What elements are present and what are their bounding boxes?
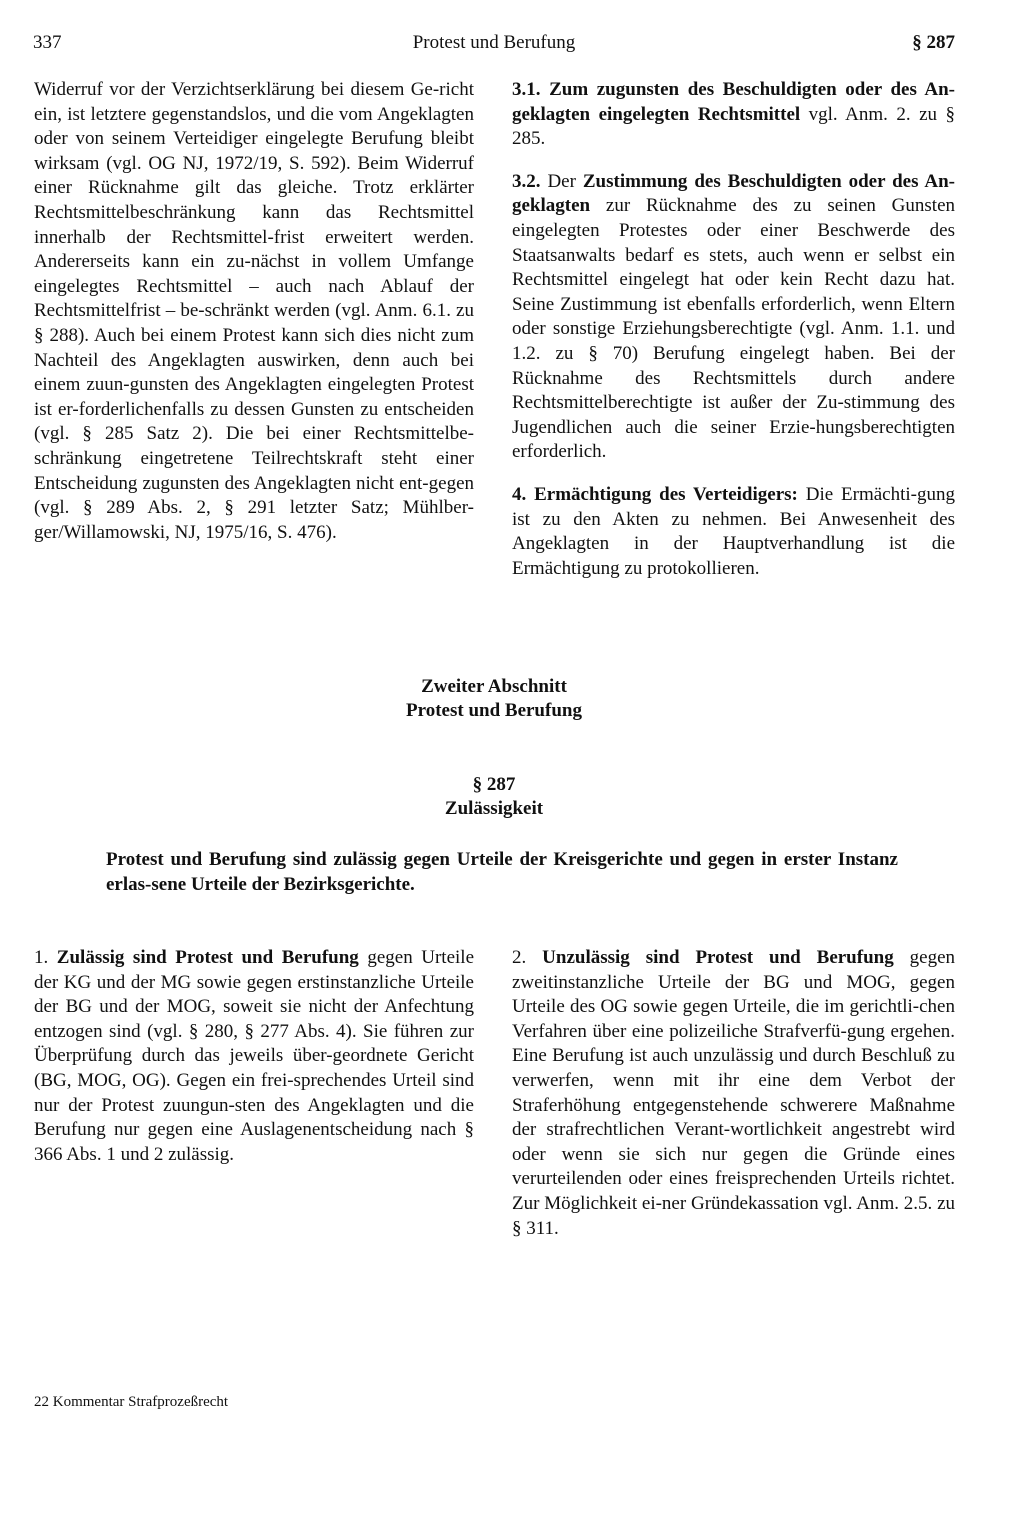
- commentary-left-column: [34, 946, 474, 1167]
- section-heading-line1: Zweiter Abschnitt: [421, 676, 567, 697]
- note-1-text: gegen Urteile der KG und der MG sowie gegen erstinstanzliche Urteile der BG und der MOG, soweit sie nicht der Anfechtung entzogen sind (vgl. § 280, § 277 Abs. 4). Sie führen zur Überprüfung durch das jeweils über-geordnete Gericht (BG, MOG, OG). Gegen ein frei-sprechendes Urteil sind nur der Protest zuungun-sten des Angeklagten und die Berufung nur gegen eine Auslagenentscheidung nach § 366 Abs. 1 und 2 zulässig.: [34, 947, 475, 1165]
- section-reference: § 287: [912, 32, 955, 53]
- top-right-column: [512, 78, 955, 581]
- note-2-text: gegen zweitinstanzliche Urteile der BG und MOG, gegen Urteile des OG sowie gegen Urteile, die im gerichtli-chen Verfahren über eine polizeiliche Strafverfü-gung ergehen. Eine Berufung ist auch unzulässig und durch Beschluß zu verwerfen, wenn mit ihr eine dem Verbot der Straferhöhung entgegenstehende schwerere Maßnahme der strafrechtlichen Verant-wortlichkeit angestrebt wird oder wenn sie sich nur gegen die Gründe eines verurteilenden oder eines freisprechenden Urteils richtet. Zur Möglichkeit ei-ner Gründekassation vgl. Anm. 2.5. zu § 311.: [512, 947, 956, 1239]
- note-1-number: 1.: [34, 947, 49, 968]
- note-3-1-text: vgl. Anm. 2. zu § 285.: [512, 103, 955, 150]
- commentary-right-column: [512, 946, 955, 1241]
- note-1-heading: Zulässig sind Protest und Berufung: [56, 947, 359, 968]
- section-heading-line2: Protest und Berufung: [406, 700, 582, 721]
- continuation-paragraph: Widerruf vor der Verzichtserklärung bei diesem Ge-richt ein, ist letztere gegenstandslos, und die vom Angeklagten oder von seinem Verteidiger eingelegte Berufung bleibt wirksam (vgl. OG NJ, 1972/19, S. 592). Beim Widerruf einer Rücknahme gilt das gleiche. Trotz erklärter Rechtsmittelbeschränkung kann das Rechtsmittel innerhalb der Rechtsmittel-frist erweitert werden. Andererseits kann ein zu-nächst in vollem Umfange eingelegtes Rechtsmittel – auch nach Ablauf der Rechtsmittelfrist – be-schränkt werden (vgl. Anm. 6.1. zu § 288). Auch bei einem Protest kann sich dies nicht zum Nachteil des Angeklagten auswirken, denn auch bei einem zuun-gunsten des Angeklagten eingelegten Protest ist er-forderlichenfalls zu dessen Gunsten zu entscheiden (vgl. § 285 Satz 2). Die bei einer Rechtsmittelbe-schränkung eingetretene Teilrechtskraft steht einer Entscheidung zugunsten des Angeklagten nicht ent-gegen (vgl. § 289 Abs. 2, § 291 letzter Satz; Mühlber-ger/Willamowski, NJ, 1975/16, S. 476).: [34, 79, 474, 543]
- note-2-number: 2.: [512, 947, 527, 968]
- note-3-2-number: 3.2.: [512, 170, 541, 192]
- note-1: [34, 946, 474, 1167]
- statute-text: Protest und Berufung sind zulässig gegen Urteile der Kreisgerichte und gegen in erster Instanz erlas-sene Urteile der Bezirksgerichte.: [106, 849, 898, 895]
- running-header: [33, 30, 955, 56]
- footer-signature: 22 Kommentar Strafprozeßrecht: [34, 1394, 229, 1410]
- section-heading: [33, 675, 955, 723]
- note-3-1-heading: Zum zugunsten des Beschuldigten oder des An-geklagten eingelegten Rechtsmittel: [512, 79, 956, 125]
- note-3-2-text: zur Rücknahme des zu seinen Gunsten eingelegten Protestes oder einer Beschwerde des Staatsanwalts bedarf es stets, auch wenn er selbst ein Rechtsmittel eingelegt hat oder kein Recht dazu hat. Seine Zustimmung ist ebenfalls erforderlich, wenn Eltern oder sonstige Erziehungsberechtigte (vgl. Anm. 1.1. und 1.2. zu § 70) Berufung eingelegt haben. Bei der Rücknahme des Rechtsmittels durch andere Rechtsmittelberechtigte ist außer der Zu-stimmung des Jugendlichen auch die seiner Erzie-hungsberechtigten erforderlich.: [512, 195, 956, 463]
- page-number: 337: [33, 32, 62, 53]
- note-3-1-number: 3.1.: [512, 79, 541, 100]
- running-title: Protest und Berufung: [412, 32, 576, 53]
- paragraph-heading: [33, 773, 955, 821]
- note-3-2: [512, 170, 955, 465]
- note-3-1: [512, 78, 955, 152]
- note-3-2-pre: Der: [547, 170, 576, 192]
- note-3-2-heading: Zustimmung des Beschuldigten oder des An-geklagten: [512, 170, 956, 217]
- note-4-heading: 4. Ermächtigung des Verteidigers:: [512, 483, 798, 505]
- top-left-column: [34, 78, 474, 545]
- paragraph-title: Zulässigkeit: [444, 798, 544, 819]
- note-4-text: Die Ermächti-gung ist zu den Akten zu nehmen. Bei Anwesenheit des Angeklagten in der Hauptverhandlung ist die Ermächtigung zu protokollieren.: [512, 483, 955, 579]
- note-4: [512, 483, 955, 581]
- note-2-heading: Unzulässig sind Protest und Berufung: [542, 947, 894, 968]
- paragraph-number: § 287: [472, 774, 516, 795]
- note-2: [512, 946, 955, 1241]
